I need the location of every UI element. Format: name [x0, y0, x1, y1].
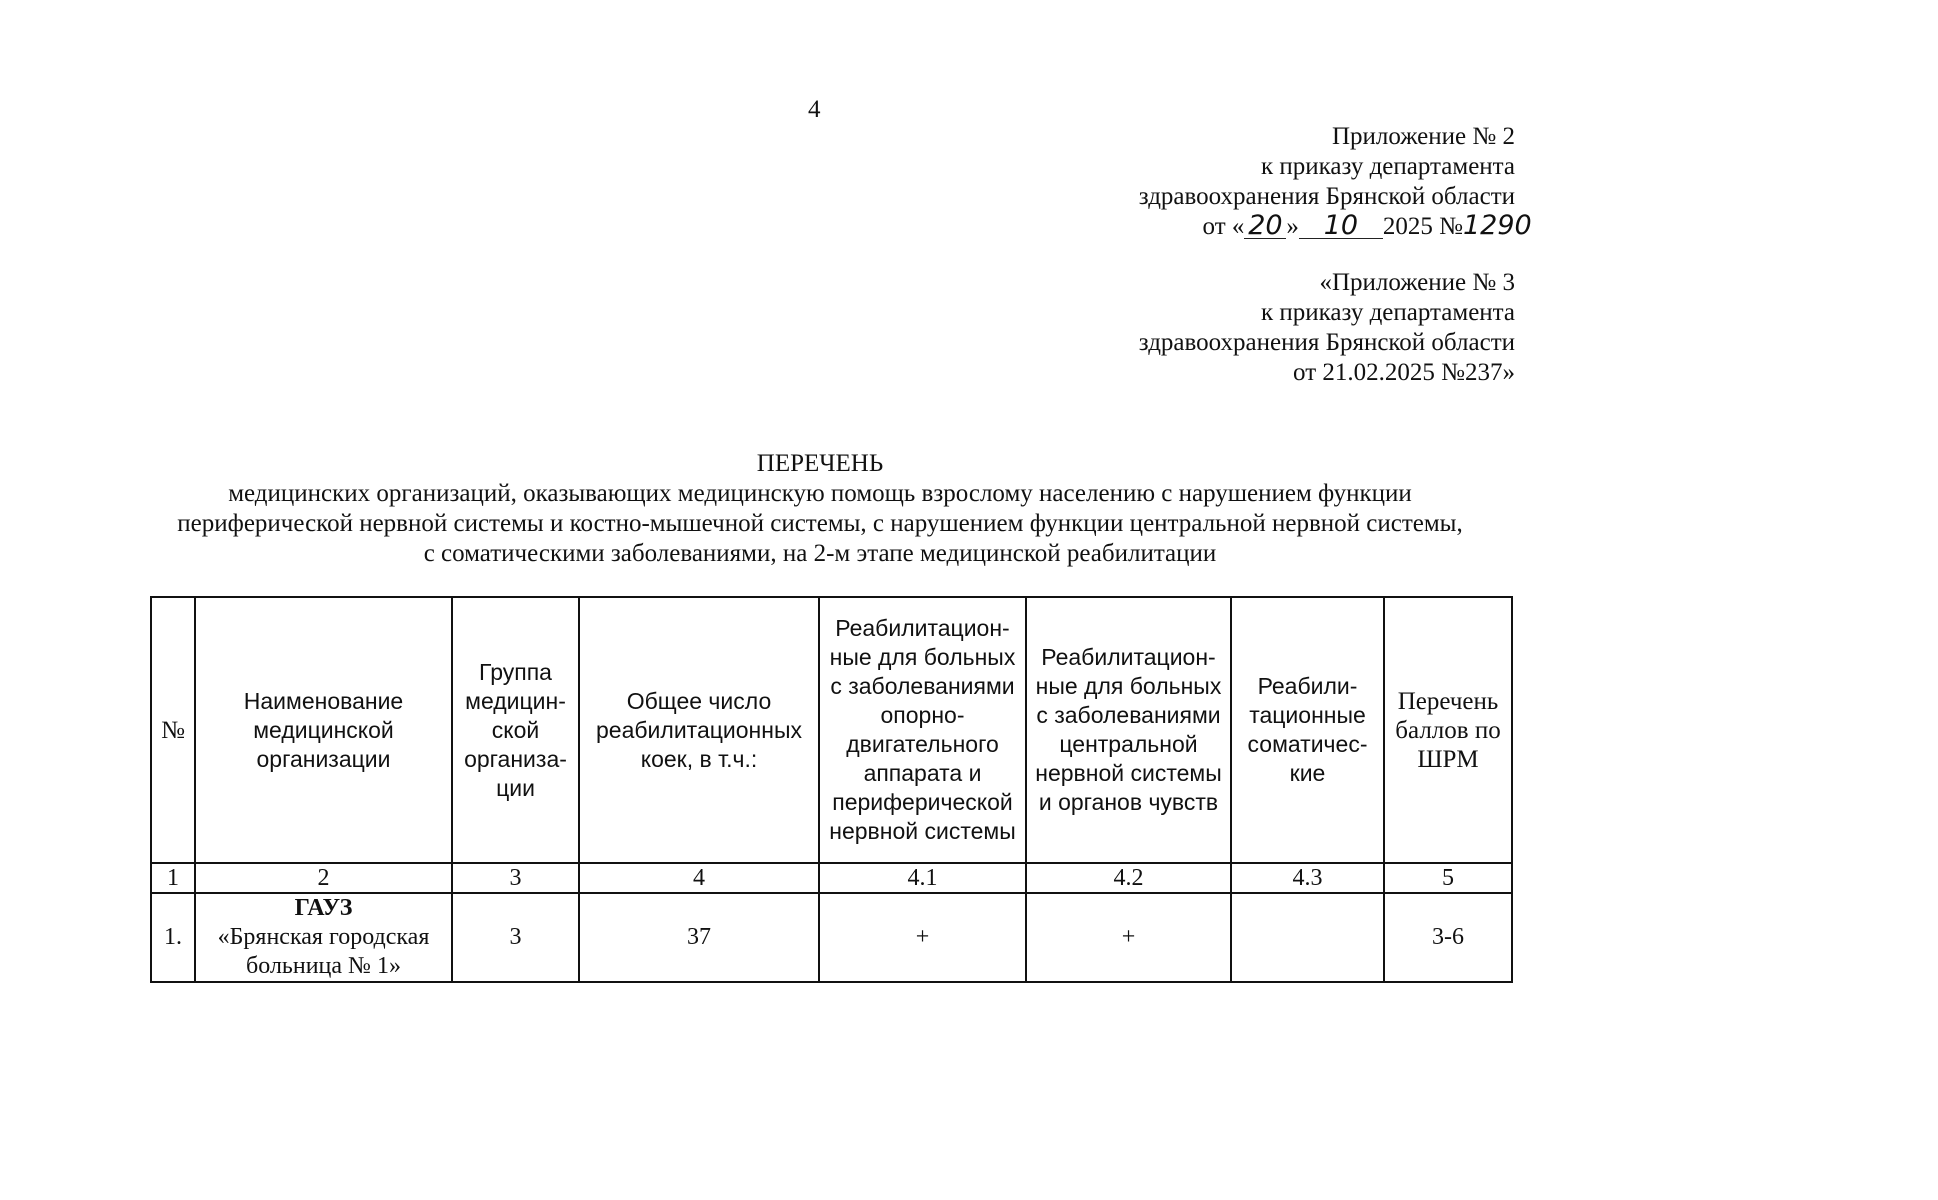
- total-beds: 37: [579, 893, 819, 982]
- header-musculoskeletal-beds: Реабилитацион-ные для больных с заболеваниями опорно-двигательного аппарата и периферической нервной системы: [819, 597, 1026, 863]
- column-number: 2: [195, 863, 452, 893]
- appendix-2-block: [1138, 122, 1532, 242]
- column-number: 3: [452, 863, 579, 893]
- organization-group: 3: [452, 893, 579, 982]
- organizations-table: [150, 596, 1513, 983]
- handwritten-order-number: 1290: [1463, 210, 1532, 241]
- table-header-row: [151, 597, 1512, 863]
- somatic-mark: [1231, 893, 1384, 982]
- appendix-2-order-line: к приказу департамента: [1260, 153, 1515, 180]
- musculoskeletal-mark: +: [819, 893, 1026, 982]
- page-number: 4: [808, 96, 821, 123]
- appendix-3-title: «Приложение № 3: [1319, 269, 1515, 296]
- appendix-3-date-line: от 21.02.2025 №237»: [1293, 359, 1515, 386]
- column-number: 4.1: [819, 863, 1026, 893]
- header-organization-group: Группа медицин-ской организа-ции: [452, 597, 579, 863]
- document-subtitle-line-2: периферической нервной системы и костно-мышечной системы, с нарушением функции центральной нервной системы,: [177, 510, 1463, 537]
- header-cns-beds: Реабилитацион-ные для больных с заболеваниями центральной нервной системы и органов чувств: [1026, 597, 1231, 863]
- column-number: 4.2: [1026, 863, 1231, 893]
- handwritten-month: 10: [1299, 214, 1383, 239]
- header-organization-name: Наименование медицинской организации: [195, 597, 452, 863]
- organization-name-line-1: «Брянская городская: [217, 924, 430, 950]
- header-shrm-scores: Перечень баллов по ШРМ: [1384, 597, 1512, 863]
- appendix-3-block: [1139, 268, 1515, 388]
- column-number: 4: [579, 863, 819, 893]
- organization-type: ГАУЗ: [294, 895, 353, 921]
- appendix-3-order-line: к приказу департамента: [1260, 299, 1515, 326]
- row-number: 1.: [151, 893, 195, 982]
- document-heading: [150, 449, 1490, 569]
- column-number-row: [151, 863, 1512, 893]
- document-subtitle-line-1: медицинских организаций, оказывающих медицинскую помощь взрослому населению с нарушением функции: [228, 480, 1412, 507]
- shrm-scores: 3-6: [1384, 893, 1512, 982]
- header-number: №: [151, 597, 195, 863]
- column-number: 5: [1384, 863, 1512, 893]
- appendix-2-date-line: [1139, 210, 1532, 242]
- appendix-3-department-line: здравоохранения Брянской области: [1138, 329, 1515, 356]
- date-prefix: от «: [1202, 213, 1245, 240]
- document-title: ПЕРЕЧЕНЬ: [756, 450, 884, 477]
- organization-name: [195, 893, 452, 982]
- organization-name-line-2: больница № 1»: [246, 953, 401, 979]
- document-subtitle-line-3: с соматическими заболеваниями, на 2-м этапе медицинской реабилитации: [423, 540, 1217, 567]
- column-number: 4.3: [1231, 863, 1384, 893]
- column-number: 1: [151, 863, 195, 893]
- appendix-2-department-line: здравоохранения Брянской области: [1138, 183, 1515, 210]
- header-total-beds: Общее число реабилитационных коек, в т.ч.:: [579, 597, 819, 863]
- header-somatic-beds: Реабили-тационные соматичес-кие: [1231, 597, 1384, 863]
- appendix-2-title: Приложение № 2: [1331, 123, 1515, 150]
- date-mid: »: [1286, 213, 1299, 240]
- date-year: 2025 №: [1382, 213, 1463, 240]
- handwritten-day: 20: [1244, 214, 1286, 239]
- cns-mark: +: [1026, 893, 1231, 982]
- table-row: [151, 893, 1512, 982]
